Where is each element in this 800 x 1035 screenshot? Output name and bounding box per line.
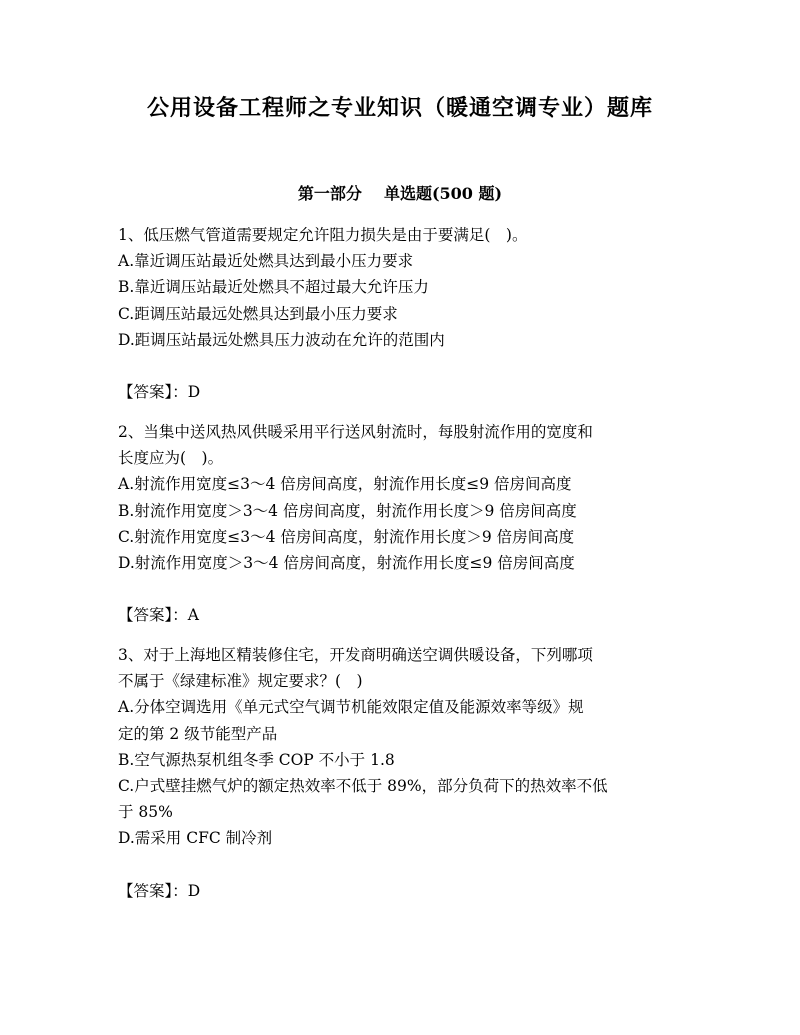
document-title: 公用设备工程师之专业知识（暖通空调专业）题库 [146, 95, 653, 121]
option-d: D.距调压站最远处燃具压力波动在允许的范围内 [118, 330, 445, 349]
question-stem-line: 长度应为( )。 [118, 449, 224, 468]
question-stem-line: 不属于《绿建标准》规定要求？( ) [118, 672, 363, 691]
spacer [118, 405, 688, 419]
answer-line: 【答案】：D [118, 382, 201, 401]
question-list [118, 222, 688, 904]
option-c: C.户式壁挂燃气炉的额定热效率不低于 89%，部分负荷下的热效率不低 [118, 777, 608, 795]
section-heading [0, 181, 800, 207]
option-b: B.靠近调压站最近处燃具不超过最大允许压力 [118, 278, 429, 297]
question-stem-line: 3、对于上海地区精装修住宅，开发商明确送空调供暖设备，下列哪项 [118, 646, 593, 665]
question-stem-line: 2、当集中送风热风供暖采用平行送风射流时，每股射流作用的宽度和 [118, 422, 593, 441]
spacer [118, 628, 688, 642]
option-d: D.射流作用宽度＞3～4 倍房间高度，射流作用长度≤9 倍房间高度 [118, 553, 575, 572]
option-a: A.分体空调选用《单元式空气调节机能效限定值及能源效率等级》规 [118, 698, 584, 717]
question-stem-line: 1、低压燃气管道需要规定允许阻力损失是由于要满足( )。 [118, 226, 528, 244]
question-3 [118, 642, 688, 904]
spacer [118, 576, 688, 602]
option-c: C.射流作用宽度≤3～4 倍房间高度，射流作用长度＞9 倍房间高度 [118, 527, 575, 546]
section-part: 第一部分 [297, 184, 362, 203]
option-c-continued: 于 85% [118, 803, 173, 822]
answer-line: 【答案】：D [118, 881, 201, 900]
spacer [118, 353, 688, 379]
option-c: C.距调压站最远处燃具达到最小压力要求 [118, 304, 398, 323]
option-a: A.靠近调压站最近处燃具达到最小压力要求 [118, 252, 414, 271]
question-2 [118, 419, 688, 642]
option-b: B.射流作用宽度＞3～4 倍房间高度，射流作用长度＞9 倍房间高度 [118, 501, 577, 520]
option-a: A.射流作用宽度≤3～4 倍房间高度，射流作用长度≤9 倍房间高度 [118, 475, 572, 494]
option-b: B.空气源热泵机组冬季 COP 不小于 1.8 [118, 750, 395, 769]
option-d: D.需采用 CFC 制冷剂 [118, 829, 273, 848]
spacer [118, 852, 688, 878]
option-a-continued: 定的第 2 级节能型产品 [118, 724, 278, 743]
answer-line: 【答案】：A [118, 606, 199, 625]
question-1 [118, 222, 688, 419]
section-name: 单选题(500 题) [383, 184, 503, 203]
